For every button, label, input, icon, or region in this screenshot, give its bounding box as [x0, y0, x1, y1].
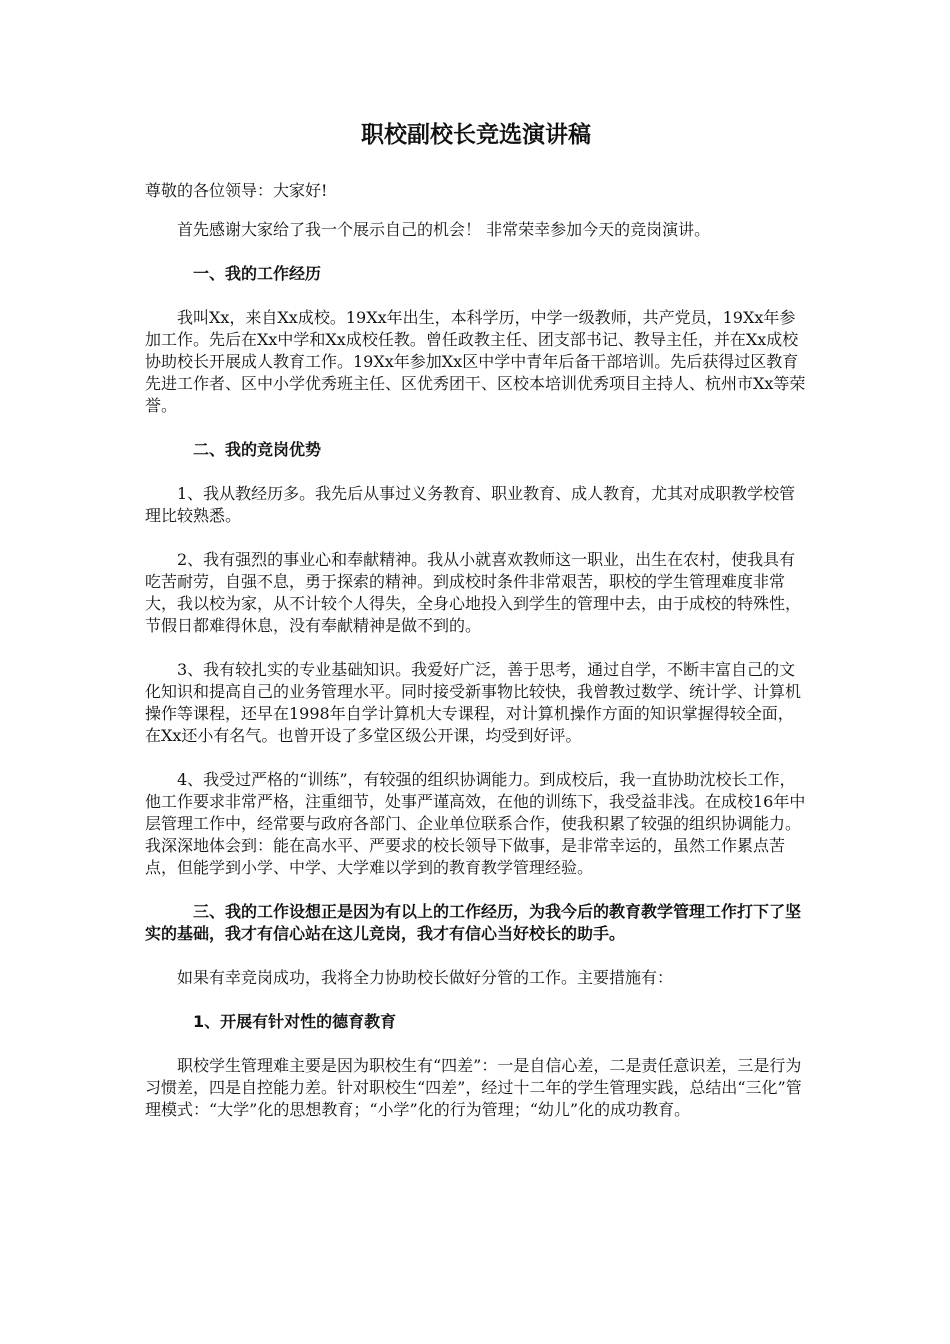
advantage-paragraph-2: 2、我有强烈的事业心和奉献精神。我从小就喜欢教师这一职业，出生在农村，使我具有吃苦耐劳，自强不息，勇于探索的精神。到成校时条件非常艰苦，职校的学生管理难度非常大，我以校为家，从不计较个人得失，全身心地投入到学生的管理中去，由于成校的特殊性，节假日都难得休息，没有奉献精神是做不到的。: [145, 550, 802, 635]
moral-education-paragraph: 职校学生管理难主要是因为职校生有“四差”：一是自信心差，二是责任意识差，三是行为习惯差，四是自控能力差。针对职校生“四差”，经过十二年的学生管理实践，总结出“三化”管理模式：“大学”化的思想教育；“小学”化的行为管理；“幼儿”化的成功教育。: [145, 1056, 802, 1119]
page-title: 职校副校长竞选演讲稿: [361, 122, 591, 148]
measures-intro-paragraph: 如果有幸竞岗成功，我将全力协助校长做好分管的工作。主要措施有：: [177, 968, 674, 987]
section-heading-advantages: 二、我的竞岗优势: [193, 440, 322, 459]
section-heading-work-experience: 一、我的工作经历: [193, 264, 322, 283]
greeting: 尊敬的各位领导：大家好!: [145, 181, 328, 200]
advantage-paragraph-4: 4、我受过严格的“训练”，有较强的组织协调能力。到成校后，我一直协助沈校长工作，他工作要求非常严格，注重细节，处事严谨高效，在他的训练下，我受益非浅。在成校16年中层管理工作中，经常要与政府各部门、企业单位联系合作，使我积累了较强的组织协调能力。我深深地体会到：能在高水平、严要求的校长领导下做事，是非常幸运的，虽然工作累点苦点，但能学到小学、中学、大学难以学到的教育教学管理经验。: [145, 770, 806, 877]
intro-paragraph: 首先感谢大家给了我一个展示自己的机会！ 非常荣幸参加今天的竞岗演讲。: [177, 220, 711, 239]
work-experience-paragraph: 我叫Xx，来自Xx成校。19Xx年出生，本科学历，中学一级教师，共产党员，19Xx年参加工作。先后在Xx中学和Xx成校任教。曾任政教主任、团支部书记、教导主任，并在Xx成校协助校长开展成人教育工作。19Xx年参加Xx区中学中青年后备干部培训。先后获得过区教育先进工作者、区中小学优秀班主任、区优秀团干、区校本培训优秀项目主持人、杭州市Xx等荣誉。: [145, 308, 806, 415]
section-heading-work-plan: 三、我的工作设想正是因为有以上的工作经历，为我今后的教育教学管理工作打下了坚实的基础，我才有信心站在这儿竞岗，我才有信心当好校长的助手。: [145, 902, 802, 943]
advantage-paragraph-3: 3、我有较扎实的专业基础知识。我爱好广泛，善于思考，通过自学，不断丰富自己的文化知识和提高自己的业务管理水平。同时接受新事物比较快，我曾教过数学、统计学、计算机操作等课程，还早在1998年自学计算机大专课程，对计算机操作方面的知识掌握得较全面，在Xx还小有名气。也曾开设了多堂区级公开课，均受到好评。: [145, 660, 802, 745]
document-body: [145, 118, 807, 1121]
measure-heading-moral-education: 1、开展有针对性的德育教育: [193, 1012, 397, 1031]
advantage-paragraph-1: 1、我从教经历多。我先后从事过义务教育、职业教育、成人教育，尤其对成职教学校管理比较熟悉。: [145, 484, 796, 525]
